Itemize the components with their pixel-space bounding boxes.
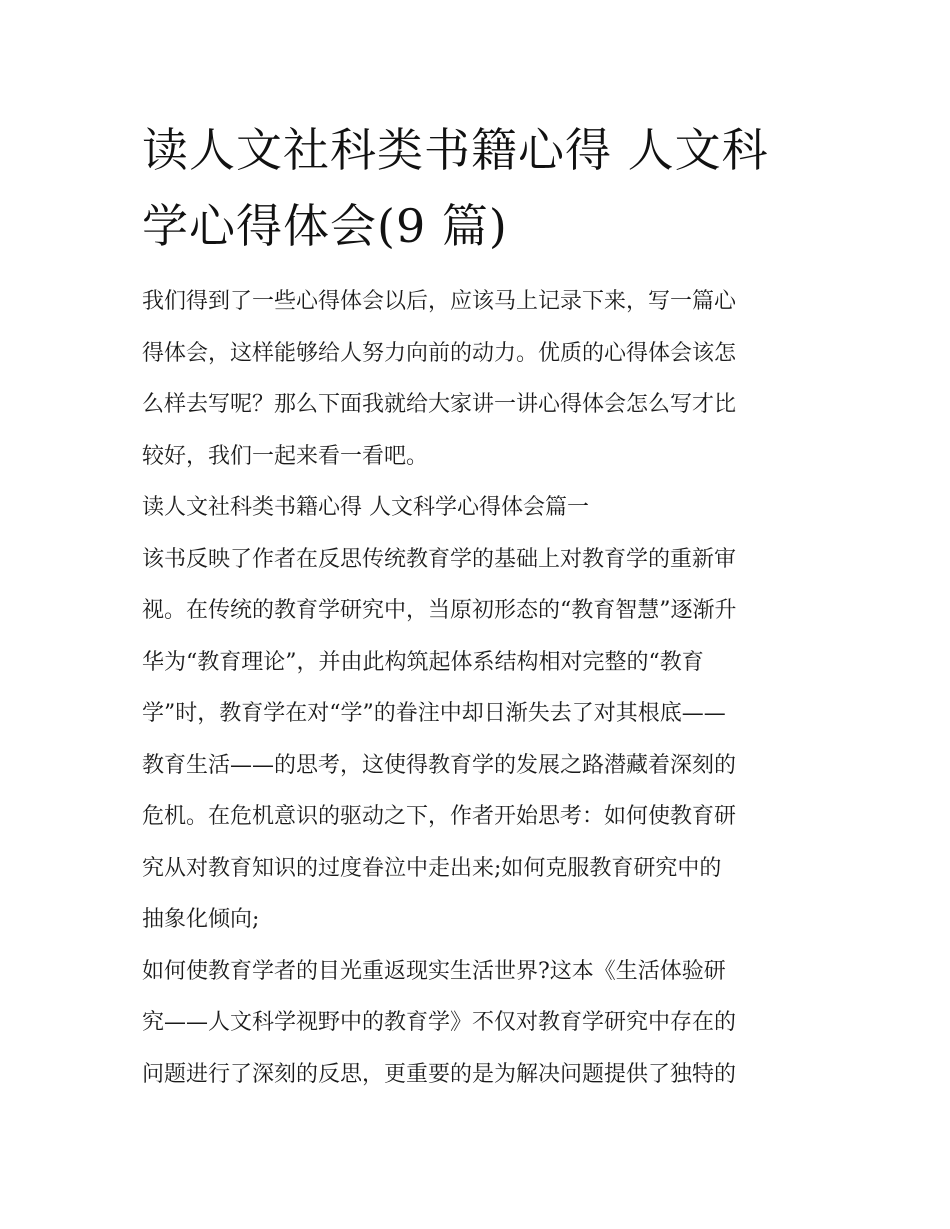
text-line: 较好，我们一起来看一看吧。 (142, 443, 429, 469)
document-title (142, 112, 812, 264)
text-line: 我们得到了一些心得体会以后，应该马上记录下来，写一篇心 (142, 289, 737, 314)
text-line: 视。在传统的教育学研究中，当原初形态的“教育智慧”逐渐升 (142, 598, 737, 623)
body-paragraph (142, 534, 812, 946)
title-line: 学心得体会(9 篇) (142, 199, 508, 253)
text-line: 该书反映了作者在反思传统教育学的基础上对教育学的重新审 (142, 546, 737, 572)
text-line: 华为“教育理论”，并由此构筑起体系结构相对完整的“教育 (142, 649, 704, 675)
text-line: 究——人文科学视野中的教育学》不仅对教育学研究中存在的 (142, 1010, 737, 1035)
document-content (142, 112, 812, 1100)
title-line: 读人文社科类书籍心得 人文科 (142, 123, 769, 177)
text-line: 如何使教育学者的目光重返现实生活世界?这本《生活体验研 (142, 958, 726, 984)
body-paragraph (142, 946, 812, 1101)
text-line: 究从对教育知识的过度眷泣中走出来;如何克服教育研究中的 (142, 855, 722, 881)
text-line: 危机。在危机意识的驱动之下，作者开始思考：如何使教育研 (142, 804, 737, 829)
text-line: 问题进行了深刻的反思，更重要的是为解决问题提供了独特的 (142, 1061, 737, 1087)
text-line: 学”时，教育学在对“学”的眷注中却日渐失去了对其根底—— (142, 701, 726, 726)
text-line: 得体会，这样能够给人努力向前的动力。优质的心得体会该怎 (142, 340, 737, 366)
intro-paragraph (142, 276, 812, 482)
section-heading-text: 读人文社科类书籍心得 人文科学心得体会篇一 (142, 495, 589, 520)
section-heading (142, 482, 812, 534)
text-line: 抽象化倾向; (142, 907, 260, 932)
text-line: 教育生活——的思考，这使得教育学的发展之路潜藏着深刻的 (142, 752, 737, 778)
text-line: 么样去写呢？那么下面我就给大家讲一讲心得体会怎么写才比 (142, 392, 737, 417)
